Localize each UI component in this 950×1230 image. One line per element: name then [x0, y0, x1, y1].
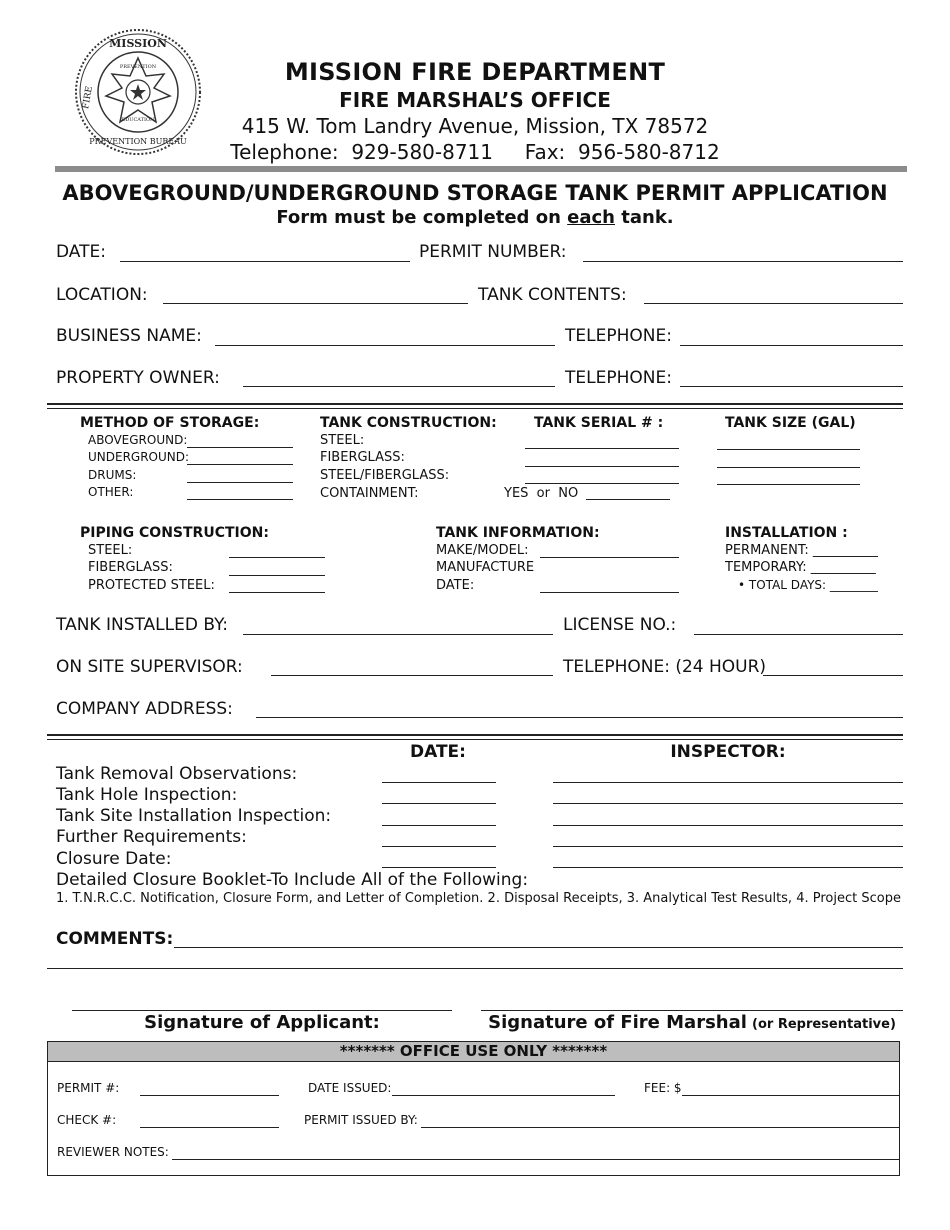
installation-temporary[interactable]: TEMPORARY: __________ — [725, 560, 876, 575]
serial-title: TANK SERIAL # : — [534, 415, 664, 431]
installation-permanent[interactable]: PERMANENT: __________ — [725, 543, 878, 558]
installed-by-field[interactable] — [243, 634, 553, 635]
form-title: ABOVEGROUND/UNDERGROUND STORAGE TANK PERMIT APPLICATION — [62, 181, 888, 205]
subtitle-emphasis: each — [567, 207, 615, 228]
manufacture-date-field[interactable] — [540, 592, 679, 593]
size-field-1[interactable] — [717, 449, 860, 450]
site-inspector-field[interactable] — [553, 825, 903, 826]
header-divider — [55, 166, 907, 172]
storage-aboveground-field[interactable] — [187, 447, 293, 448]
supervisor-label: ON SITE SUPERVISOR: — [56, 657, 243, 677]
license-label: LICENSE NO.: — [563, 615, 677, 635]
marshal-signature-label — [481, 1012, 903, 1033]
seal-bottom-text: PREVENTION BUREAU — [89, 137, 187, 146]
comments-field-1[interactable] — [174, 947, 903, 948]
piping-protected-steel-label: PROTECTED STEEL: — [88, 578, 215, 593]
owner-telephone-label: TELEPHONE: — [565, 368, 672, 388]
company-address-label: COMPANY ADDRESS: — [56, 699, 233, 719]
inspector-header: INSPECTOR: — [670, 742, 786, 762]
storage-underground-label: UNDERGROUND: — [88, 450, 190, 464]
piping-steel-field[interactable] — [229, 557, 325, 558]
hole-inspector-field[interactable] — [553, 803, 903, 804]
subtitle-post: tank. — [615, 207, 674, 228]
closure-date-label: Closure Date: — [56, 849, 172, 869]
storage-underground-field[interactable] — [187, 464, 293, 465]
business-name-field[interactable] — [215, 345, 555, 346]
date-label: DATE: — [56, 242, 106, 262]
license-field[interactable] — [694, 634, 903, 635]
serial-field-1[interactable] — [525, 448, 679, 449]
section-divider-1 — [47, 403, 903, 409]
construction-containment-label: CONTAINMENT: — [320, 486, 419, 501]
closure-date-field[interactable] — [382, 867, 496, 868]
seal-left-text: FIRE — [81, 85, 95, 110]
make-model-field[interactable] — [540, 557, 679, 558]
office-permit-label: PERMIT #: — [57, 1081, 120, 1095]
marshal-signature-text: Signature of Fire Marshal — [488, 1012, 747, 1033]
business-telephone-label: TELEPHONE: — [565, 326, 672, 346]
tank-contents-field[interactable] — [644, 303, 903, 304]
permit-number-field[interactable] — [583, 261, 903, 262]
hole-inspection-label: Tank Hole Inspection: — [56, 785, 238, 805]
form-subtitle — [0, 207, 950, 228]
construction-steel-label: STEEL: — [320, 433, 365, 448]
business-name-label: BUSINESS NAME: — [56, 326, 202, 346]
containment-field[interactable] — [586, 499, 670, 500]
manufacture-date-label: DATE: — [436, 578, 475, 593]
installation-title: INSTALLATION : — [725, 525, 848, 541]
location-label: LOCATION: — [56, 285, 148, 305]
size-field-3[interactable] — [717, 484, 860, 485]
storage-other-field[interactable] — [187, 499, 293, 500]
office-fee-label: FEE: $ — [644, 1081, 682, 1095]
office-use-box — [47, 1041, 900, 1176]
office-name: FIRE MARSHAL’S OFFICE — [339, 88, 611, 112]
installed-by-label: TANK INSTALLED BY: — [56, 615, 228, 635]
tank-info-title: TANK INFORMATION: — [436, 525, 600, 541]
closure-inspector-field[interactable] — [553, 867, 903, 868]
office-permit-issued-by-label: PERMIT ISSUED BY: — [304, 1113, 418, 1127]
booklet-label: Detailed Closure Booklet-To Include All of the Following: — [56, 870, 529, 890]
office-reviewer-notes-field[interactable] — [172, 1159, 899, 1160]
seal-inner-top-text: PREVENTION — [119, 64, 157, 70]
construction-steel-fiberglass-label: STEEL/FIBERGLASS: — [320, 468, 450, 483]
applicant-signature-line[interactable] — [72, 1010, 452, 1011]
office-permit-field[interactable] — [140, 1095, 279, 1096]
removal-date-field[interactable] — [382, 782, 496, 783]
address: 415 W. Tom Landry Avenue, Mission, TX 78572 — [241, 114, 709, 138]
subtitle-pre: Form must be completed on — [276, 207, 568, 228]
seal-inner-bottom-text: EDUCATION — [121, 117, 155, 123]
total-days-text: TOTAL DAYS: ________ — [748, 578, 878, 592]
site-installation-label: Tank Site Installation Inspection: — [56, 806, 332, 826]
telephone-24-label: TELEPHONE: (24 HOUR) — [563, 657, 767, 677]
storage-title: METHOD OF STORAGE: — [80, 415, 260, 431]
office-reviewer-notes-label: REVIEWER NOTES: — [57, 1145, 169, 1159]
manufacture-label: MANUFACTURE — [436, 560, 535, 575]
telephone-24-field[interactable] — [763, 675, 903, 676]
make-model-label: MAKE/MODEL: — [436, 543, 529, 558]
office-date-issued-field[interactable] — [392, 1095, 615, 1096]
piping-fiberglass-label: FIBERGLASS: — [88, 560, 173, 575]
construction-fiberglass-label: FIBERGLASS: — [320, 450, 405, 465]
removal-inspector-field[interactable] — [553, 782, 903, 783]
hole-date-field[interactable] — [382, 803, 496, 804]
business-telephone-field[interactable] — [680, 345, 903, 346]
org-name: MISSION FIRE DEPARTMENT — [284, 58, 666, 86]
comments-label: COMMENTS: — [56, 929, 174, 949]
office-date-issued-label: DATE ISSUED: — [308, 1081, 392, 1095]
office-permit-issued-by-field[interactable] — [421, 1127, 899, 1128]
property-owner-field[interactable] — [243, 386, 555, 387]
office-check-field[interactable] — [140, 1127, 279, 1128]
piping-fiberglass-field[interactable] — [229, 575, 325, 576]
construction-title: TANK CONSTRUCTION: — [320, 415, 497, 431]
installation-total-days[interactable] — [738, 578, 878, 592]
property-owner-label: PROPERTY OWNER: — [56, 368, 220, 388]
piping-title: PIPING CONSTRUCTION: — [80, 525, 269, 541]
office-fee-field[interactable] — [682, 1095, 899, 1096]
inspection-date-header: DATE: — [410, 742, 466, 762]
further-date-field[interactable] — [382, 846, 496, 847]
size-title: TANK SIZE (GAL) — [725, 415, 856, 431]
storage-aboveground-label: ABOVEGROUND: — [88, 433, 188, 447]
further-requirements-label: Further Requirements: — [56, 827, 247, 847]
piping-steel-label: STEEL: — [88, 543, 133, 558]
marshal-signature-line[interactable] — [481, 1010, 903, 1011]
removal-observations-label: Tank Removal Observations: — [56, 764, 298, 784]
owner-telephone-field[interactable] — [680, 386, 903, 387]
location-field[interactable] — [163, 303, 468, 304]
permit-number-label: PERMIT NUMBER: — [419, 242, 567, 262]
booklet-items: 1. T.N.R.C.C. Notification, Closure Form, and Letter of Completion. 2. Disposal Receipts, 3. Analytical Test Results, 4. Project Scope — [56, 891, 901, 906]
storage-other-label: OTHER: — [88, 485, 134, 499]
serial-field-3[interactable] — [525, 483, 679, 484]
applicant-signature-label: Signature of Applicant: — [144, 1012, 380, 1033]
further-inspector-field[interactable] — [553, 846, 903, 847]
comments-field-2[interactable] — [47, 968, 903, 969]
serial-field-2[interactable] — [525, 466, 679, 467]
size-field-2[interactable] — [717, 467, 860, 468]
bullet-icon: • — [738, 578, 749, 592]
office-check-label: CHECK #: — [57, 1113, 117, 1127]
seal-top-text: MISSION — [109, 37, 167, 50]
containment-yes-no: YES or NO — [504, 486, 579, 501]
date-field[interactable] — [120, 261, 410, 262]
company-address-field[interactable] — [256, 717, 903, 718]
office-use-header: ******* OFFICE USE ONLY ******* — [48, 1042, 899, 1062]
storage-drums-label: DRUMS: — [88, 468, 137, 482]
supervisor-field[interactable] — [271, 675, 553, 676]
marshal-signature-note: (or Representative) — [752, 1017, 896, 1032]
storage-drums-field[interactable] — [187, 482, 293, 483]
section-divider-2 — [47, 734, 903, 740]
phone-fax: Telephone: 929-580-8711 Fax: 956-580-8712 — [230, 140, 720, 164]
tank-contents-label: TANK CONTENTS: — [478, 285, 627, 305]
piping-protected-steel-field[interactable] — [229, 592, 325, 593]
site-date-field[interactable] — [382, 825, 496, 826]
